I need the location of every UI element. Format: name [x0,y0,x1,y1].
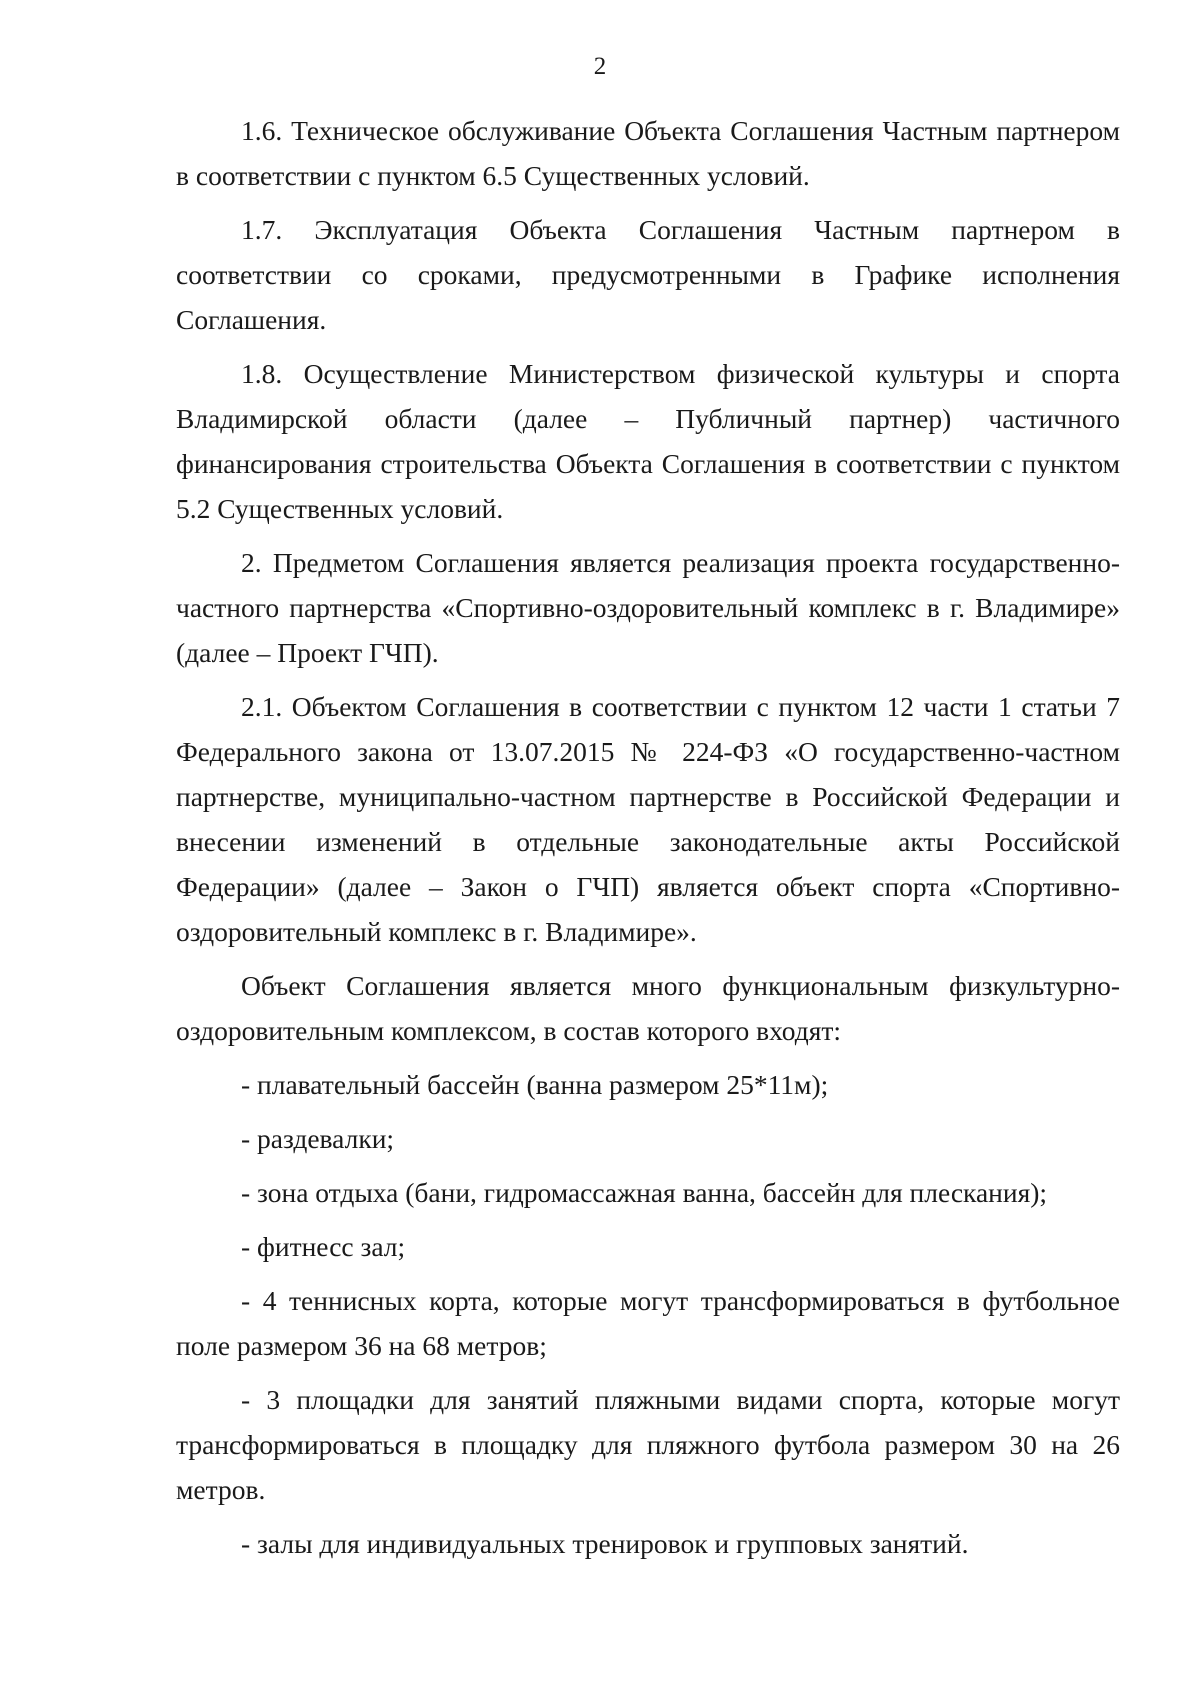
list-item-pool: - плавательный бассейн (ванна размером 25*11м); [241,1069,829,1100]
paragraph-2-1: 2.1. Объектом Соглашения в соответствии с пунктом 12 части 1 статьи 7 Федерального закона от 13.07.2015 № 224-ФЗ «О государственно-частном партнерстве, муниципально-частном партнерстве в Российской Федерации и внесении изменений в отдельные законодательные акты Российской Федерации» (далее – Закон о ГЧП) является объект спорта «Спортивно-оздоровительный комплекс в г. Владимире». [176,691,1120,947]
list-item-beach-sports: - 3 площадки для занятий пляжными видами спорта, которые могут трансформироваться в площадку для пляжного футбола размером 30 на 26 метров. [176,1384,1120,1505]
list-item-fitness-hall: - фитнесс зал; [241,1231,406,1262]
paragraph-object-composition: Объект Соглашения является много функциональным физкультурно-оздоровительным комплексом, в состав которого входят: [176,970,1120,1046]
paragraph-1-8: 1.8. Осуществление Министерством физической культуры и спорта Владимирской области (далее – Публичный партнер) частичного финансирования строительства Объекта Соглашения в соответствии с пунктом 5.2 Существенных условий. [176,358,1120,524]
list-item-rest-zone: - зона отдыха (бани, гидромассажная ванна, бассейн для плескания); [241,1177,1048,1208]
page-number: 2 [593,53,607,80]
list-item-locker-rooms: - раздевалки; [241,1123,395,1154]
paragraph-1-7: 1.7. Эксплуатация Объекта Соглашения Частным партнером в соответствии со сроками, предусмотренными в Графике исполнения Соглашения. [176,214,1120,335]
paragraph-2: 2. Предметом Соглашения является реализация проекта государственно-частного партнерства «Спортивно-оздоровительный комплекс в г. Владимире» (далее – Проект ГЧП). [176,547,1120,668]
list-item-tennis-courts: - 4 теннисных корта, которые могут трансформироваться в футбольное поле размером 36 на 68 метров; [176,1285,1120,1361]
list-item-training-halls: - залы для индивидуальных тренировок и групповых занятий. [241,1528,969,1559]
paragraph-1-6: 1.6. Техническое обслуживание Объекта Соглашения Частным партнером в соответствии с пунктом 6.5 Существенных условий. [176,115,1120,191]
document-body [176,108,1120,1575]
